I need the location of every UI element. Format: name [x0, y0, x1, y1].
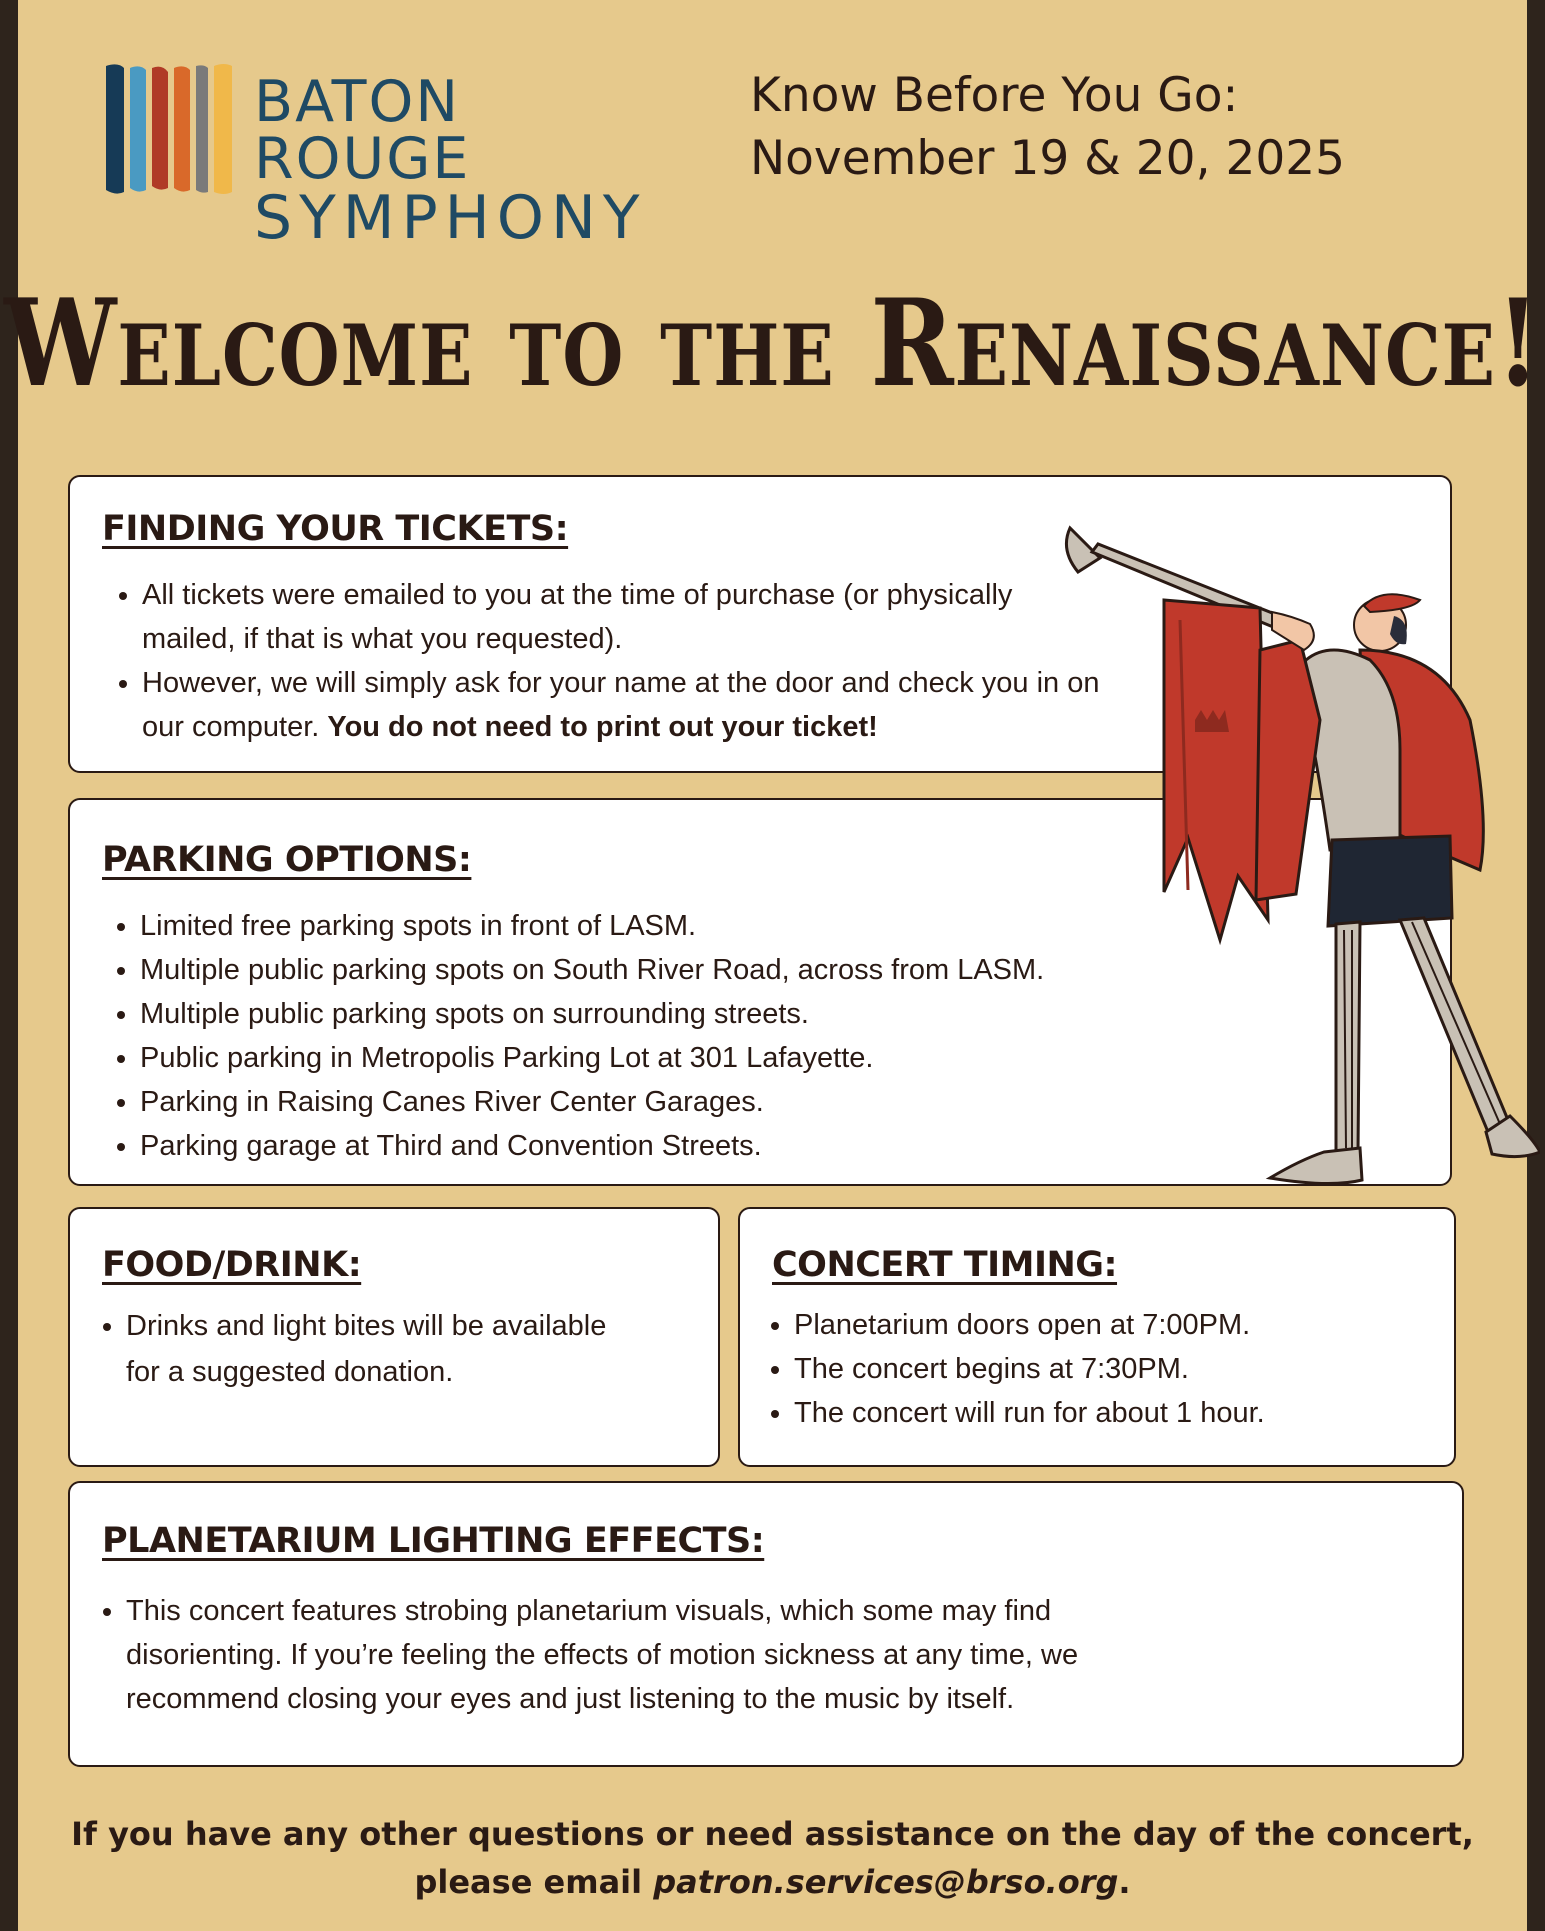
- parking-options-heading: PARKING OPTIONS:: [102, 840, 472, 880]
- list-item: • Limited free parking spots in front of LASM.: [140, 904, 1240, 948]
- finding-tickets-heading: FINDING YOUR TICKETS:: [102, 509, 569, 549]
- list-item-text: However, we will simply ask for your name at the door and check you in on our computer.: [142, 667, 1100, 743]
- list-item-emphasis: You do not need to print out your ticket!: [327, 711, 878, 743]
- list-item: • Multiple public parking spots on surrounding streets.: [140, 992, 1240, 1036]
- footer-line2-suffix: .: [1118, 1863, 1131, 1901]
- logo-stripes-icon: [104, 62, 244, 198]
- list-item: • Parking in Raising Canes River Center Garages.: [140, 1080, 1240, 1124]
- concert-timing-list: [756, 1303, 1444, 1435]
- list-item: • Public parking in Metropolis Parking Lot at 301 Lafayette.: [140, 1036, 1240, 1080]
- concert-timing-heading: CONCERT TIMING:: [772, 1245, 1118, 1285]
- planetarium-effects-card: [68, 1481, 1464, 1767]
- logo-line2: SYMPHONY: [254, 183, 647, 253]
- footer-line2: [0, 1858, 1545, 1906]
- food-drink-heading: FOOD/DRINK:: [102, 1245, 362, 1285]
- logo-line1: BATON ROUGE: [254, 69, 471, 192]
- know-before-you-go: [750, 64, 1345, 190]
- list-item: • This concert features strobing planetarium visuals, which some may find disorienting. If you’re feeling the effects of motion sickness at any time, we recommend closing your eyes and just listening to the music by itself.: [126, 1589, 1166, 1721]
- list-item: • Parking garage at Third and Convention Streets.: [140, 1124, 1240, 1168]
- list-item: • Multiple public parking spots on South River Road, across from LASM.: [140, 948, 1240, 992]
- list-item: • Planetarium doors open at 7:00PM.: [794, 1303, 1444, 1347]
- concert-timing-card: [738, 1207, 1456, 1467]
- list-item: • Drinks and light bites will be available for a suggested donation.: [126, 1303, 626, 1395]
- planetarium-effects-list: [88, 1589, 1166, 1721]
- kbyg-date: November 19 & 20, 2025: [750, 131, 1346, 186]
- planetarium-effects-heading: PLANETARIUM LIGHTING EFFECTS:: [102, 1521, 765, 1561]
- herald-trumpeter-illustration: [1060, 520, 1540, 1190]
- contact-footer: [0, 1810, 1545, 1906]
- list-item: [142, 661, 1102, 749]
- food-drink-list: [88, 1303, 626, 1395]
- food-drink-card: [68, 1207, 720, 1467]
- crown-icon: [1195, 710, 1229, 732]
- symphony-logo: [104, 62, 684, 253]
- list-item: • The concert will run for about 1 hour.: [794, 1391, 1444, 1435]
- list-item: • All tickets were emailed to you at the time of purchase (or physically mailed, if that is what you requested).: [142, 573, 1102, 661]
- finding-tickets-list: [104, 573, 1102, 749]
- list-item: • The concert begins at 7:30PM.: [794, 1347, 1444, 1391]
- email-link[interactable]: patron.services@brso.org: [653, 1863, 1119, 1901]
- footer-line1: If you have any other questions or need assistance on the day of the concert,: [71, 1815, 1474, 1853]
- logo-text: [254, 69, 684, 253]
- page-title: Welcome to the Renaissance!: [4, 272, 1541, 414]
- footer-line2-prefix: please email: [414, 1863, 654, 1901]
- kbyg-line1: Know Before You Go:: [750, 68, 1239, 123]
